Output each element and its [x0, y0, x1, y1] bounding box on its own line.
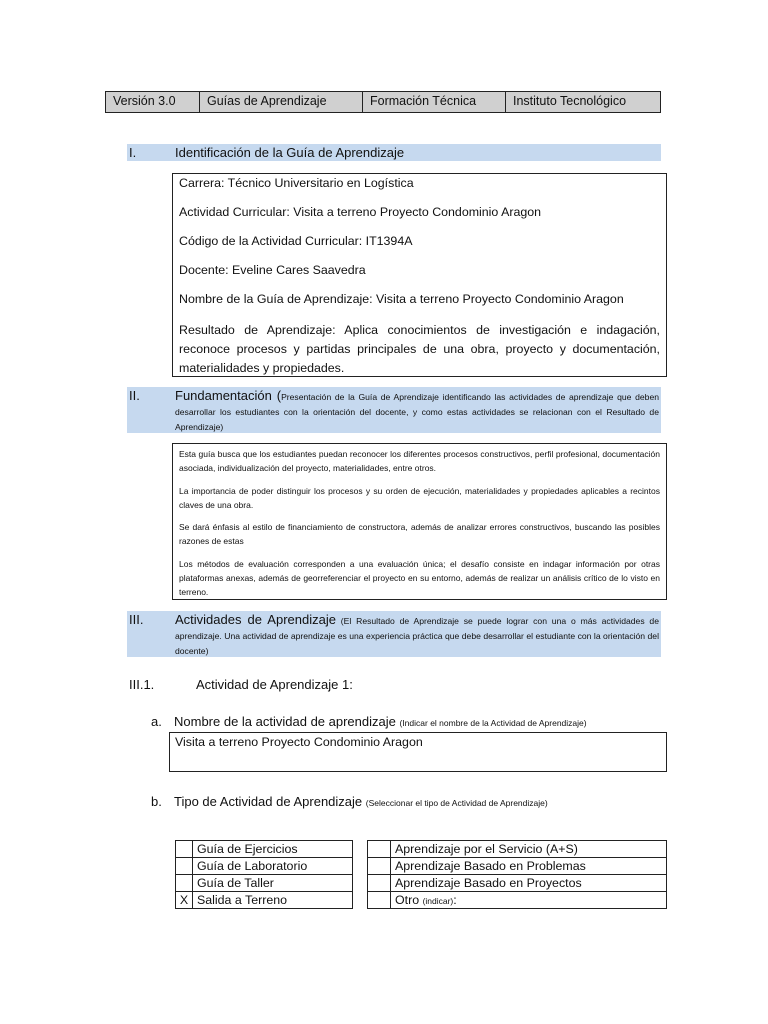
fundamentacion-paragraph-4: Los métodos de evaluación corresponden a una evaluación única; el desafío consiste en indagar información por otras plataformas anexas, además de georreferenciar el proyecto en su entorno, además de realizar un análisis crítico de lo visto en terreno. [179, 559, 660, 597]
type-checkbox-otro[interactable] [368, 892, 391, 909]
activity-type-table-left [175, 840, 353, 909]
section-1-heading [127, 144, 661, 161]
activity-name-box [169, 732, 667, 772]
fundamentacion-paragraph-3: Se dará énfasis al estilo de financiamiento de constructora, además de analizar errores constructivos, buscando las posibles razones de estas [179, 522, 660, 546]
field-actividad-curricular: Actividad Curricular: Visita a terreno Proyecto Condominio Aragon [179, 205, 542, 219]
header-table [105, 91, 661, 113]
section-3-text [175, 612, 659, 659]
field-resultado: Resultado de Aprendizaje: Aplica conocimientos de investigación e indagación, reconoce procesos y partidas principales de una obra, proyecto y documentación, materialidades y propiedades. [179, 323, 660, 375]
activity-name-value: Visita a terreno Proyecto Condominio Aragon [175, 735, 423, 749]
section-2-heading [127, 387, 661, 433]
activity-type-table-right [367, 840, 667, 909]
type-label-otro-cell [391, 892, 667, 909]
type-label-problemas: Aprendizaje Basado en Problemas [391, 858, 667, 875]
item-b-note: (Seleccionar el tipo de Actividad de Aprendizaje) [365, 798, 548, 808]
section-3-number: III. [129, 612, 144, 627]
item-b-heading [174, 794, 548, 809]
header-formacion: Formación Técnica [363, 92, 506, 112]
table-row [368, 858, 667, 875]
type-label-taller: Guía de Taller [193, 875, 353, 892]
type-checkbox-laboratorio[interactable] [176, 858, 193, 875]
header-instituto: Instituto Tecnológico [513, 94, 627, 108]
type-otro-colon: : [453, 893, 457, 907]
table-row [176, 841, 353, 858]
subsection-title: Actividad de Aprendizaje 1: [196, 677, 353, 692]
type-checkbox-salida-terreno[interactable]: X [176, 892, 193, 909]
section-2-number: II. [129, 388, 140, 403]
field-carrera: Carrera: Técnico Universitario en Logística [179, 176, 414, 190]
type-label-salida-terreno: Salida a Terreno [193, 892, 353, 909]
type-label-ejercicios: Guía de Ejercicios [193, 841, 353, 858]
item-b-title: Tipo de Actividad de Aprendizaje [174, 794, 363, 809]
section-1-number: I. [129, 145, 137, 160]
table-row [368, 875, 667, 892]
type-label-proyectos: Aprendizaje Basado en Proyectos [391, 875, 667, 892]
type-label-servicio: Aprendizaje por el Servicio (A+S) [391, 841, 667, 858]
type-checkbox-servicio[interactable] [368, 841, 391, 858]
fundamentacion-paragraph-1: Esta guía busca que los estudiantes puedan reconocer los diferentes procesos constructivos, perfil profesional, documentación asociada, individualización del proyecto, materialidades, entre otros. [179, 449, 660, 473]
item-b-label: b. [151, 794, 162, 809]
header-version: Versión 3.0 [106, 92, 200, 112]
type-otro-note: (indicar) [422, 896, 454, 906]
field-docente: Docente: Eveline Cares Saavedra [179, 263, 366, 277]
item-a-heading [174, 714, 587, 729]
fundamentacion-box [172, 443, 667, 600]
item-a-note: (Indicar el nombre de la Actividad de Aprendizaje) [399, 718, 587, 728]
table-row [176, 875, 353, 892]
field-codigo: Código de la Actividad Curricular: IT1394A [179, 234, 413, 248]
section-2-title: Fundamentación ( [175, 388, 282, 403]
section-1-title: Identificación de la Guía de Aprendizaje [175, 145, 405, 160]
field-nombre-guia: Nombre de la Guía de Aprendizaje: Visita a terreno Proyecto Condominio Aragon [179, 292, 624, 306]
table-row [176, 892, 353, 909]
section-3-heading [127, 611, 661, 657]
fundamentacion-paragraph-2: La importancia de poder distinguir los procesos y su orden de ejecución, materialidades y propiedades aplicables a recintos claves de una obra. [179, 486, 660, 510]
type-checkbox-taller[interactable] [176, 875, 193, 892]
type-checkbox-proyectos[interactable] [368, 875, 391, 892]
header-guias: Guías de Aprendizaje [200, 92, 363, 112]
type-label-otro: Otro [395, 893, 420, 907]
table-row [368, 841, 667, 858]
section-2-description: Presentación de la Guía de Aprendizaje identificando las actividades de aprendizaje que deben desarrollar los estudiantes con la orientación del docente, y como estas actividades se relacionan con el Resultado de Aprendizaje) [175, 392, 660, 432]
subsection-number: III.1. [129, 677, 155, 692]
table-row [176, 858, 353, 875]
type-label-laboratorio: Guía de Laboratorio [193, 858, 353, 875]
item-a-label: a. [151, 714, 162, 729]
section-3-description: (El Resultado de Aprendizaje se puede lograr con una o más actividades de aprendizaje. Una actividad de aprendizaje es una experiencia práctica que debe desarrollar el estudiante con la orientación del docente) [175, 616, 659, 656]
table-row [368, 892, 667, 909]
identification-box [172, 173, 667, 377]
item-a-title: Nombre de la actividad de aprendizaje [174, 714, 396, 729]
section-2-text [175, 388, 659, 435]
section-3-title: Actividades de Aprendizaje [175, 612, 336, 627]
type-checkbox-ejercicios[interactable] [176, 841, 193, 858]
type-checkbox-problemas[interactable] [368, 858, 391, 875]
